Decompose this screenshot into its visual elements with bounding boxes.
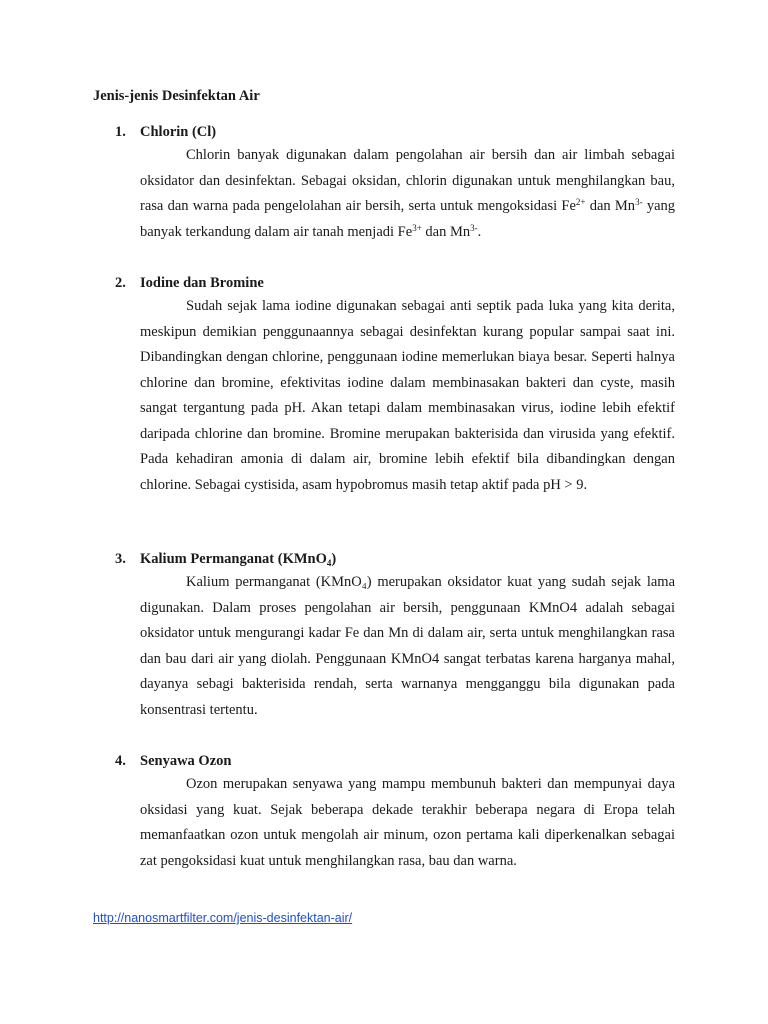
section-heading	[115, 121, 675, 143]
section-paragraph	[140, 294, 675, 498]
section-title: Kalium Permanganat (KMnO$_4$)	[140, 551, 337, 568]
section-paragraph	[140, 143, 675, 245]
text-run: Sudah sejak lama iodine digunakan sebagai anti septik pada luka yang kita derita, meskipun demikian penggunaannya sebagai desinfektan kurang popular sampai saat ini. Dibandingkan dengan chlorine, penggunaan iodine memerlukan biaya besar. Seperti halnya chlorine dan bromine, efektivitas iodine dalam membinasakan bakteri dan cyste, masih sangat tergantung pada pH. Akan tetapi dalam membinasakan virus, iodine lebih efektif daripada chlorine dan bromine. Bromine merupakan bakterisida dan virusida yang efektif. Pada kehadiran amonia di dalam air, bromine lebih efektif bila dibandingkan dengan chlorine. Sebagai cystisida, asam hypobromus masih tetap aktif pada pH > 9.	[140, 298, 675, 493]
section-iodine-bromine	[115, 272, 675, 498]
section-paragraph	[140, 772, 675, 874]
superscript: 3-	[470, 222, 478, 233]
superscript: 3-	[635, 197, 643, 207]
section-senyawa-ozon	[115, 750, 675, 874]
section-heading	[115, 548, 675, 570]
text-run: dan Mn	[421, 223, 471, 240]
section-title: Chlorin (Cl)	[140, 124, 217, 140]
source-link[interactable]: http://nanosmartfilter.com/jenis-desinfektan-air/	[93, 911, 353, 925]
section-paragraph	[140, 570, 675, 723]
text-run: yang banyak terkandung dalam air tanah menjadi Fe	[140, 198, 675, 240]
section-number: 2.	[115, 275, 126, 291]
section-number: 4.	[115, 753, 126, 769]
superscript: 3+	[412, 222, 422, 233]
section-chlorin	[115, 121, 675, 245]
section-title: Iodine dan Bromine	[140, 275, 264, 291]
section-kalium-permanganat	[115, 548, 675, 723]
section-heading	[115, 272, 675, 294]
text-run: Ozon merupakan senyawa yang mampu membunuh bakteri dan mempunyai daya oksidasi yang kuat. Sejak beberapa dekade terakhir beberapa negara di Eropa telah memanfaatkan ozon untuk mengolah air minum, ozon pertama kali diperkenalkan sebagai zat pengoksidasi kuat untuk menghilangkan rasa, bau dan warna.	[140, 776, 675, 869]
text-run: .	[477, 223, 482, 240]
section-title: Senyawa Ozon	[140, 753, 232, 769]
section-number: 1.	[115, 124, 126, 140]
superscript: 2+	[575, 197, 586, 207]
document-title: Jenis-jenis Desinfektan Air	[93, 88, 260, 104]
text-run: Chlorin banyak digunakan dalam pengolahan air bersih dan air limbah sebagai oksidator dan desinfektan. Sebagai oksidan, chlorin digunakan untuk menghilangkan bau, rasa dan warna pada pengelolahan air bersih, serta untuk mengoksidasi Fe	[140, 147, 675, 214]
text-run: dan Mn	[585, 198, 636, 214]
section-number: 3.	[115, 551, 126, 567]
text-run: Kalium permanganat (KMnO₄) merupakan oksidator kuat yang sudah sejak lama digunakan. Dalam proses pengolahan air bersih, penggunaan KMnO4 adalah sebagai oksidator untuk mengurangi kadar Fe dan Mn di dalam air, serta untuk menghilangkan rasa dan bau dari air yang diolah. Penggunaan KMnO4 sangat terbatas karena harganya mahal, dayanya sebagi bakterisida rendah, serta warnanya mengganggu bila digunakan pada konsentrasi tertentu.	[140, 574, 675, 718]
section-heading	[115, 750, 675, 772]
